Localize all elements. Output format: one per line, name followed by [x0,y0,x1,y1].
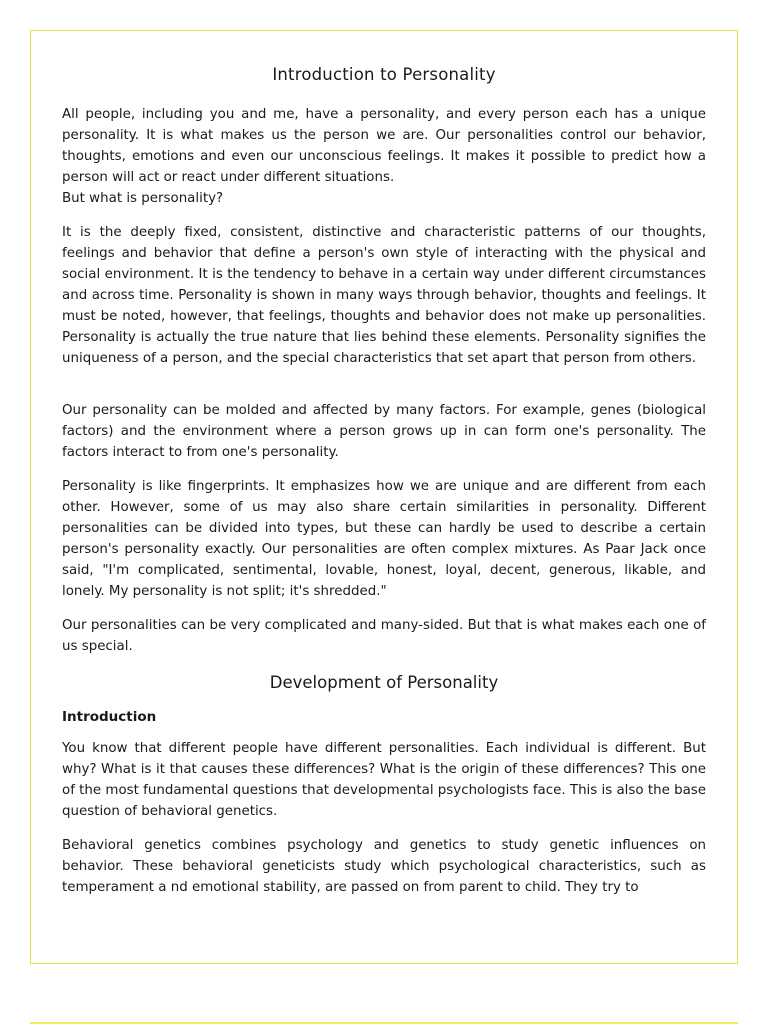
intro-paragraph-4: Personality is like fingerprints. It emphasizes how we are unique and are different from each other. However, some of us may also share certain similarities in personality. Different personalities can be divided into types, but these can hardly be used to describe a certain person's personality exactly. Our personalities are often complex mixtures. As Paar Jack once said, "I'm complicated, sentimental, lovable, honest, loyal, decent, generous, likable, and lonely. My personality is not split; it's shredded." [62,479,706,599]
development-paragraph-2: Behavioral genetics combines psychology and genetics to study genetic influences on behavior. These behavioral geneticists study which psychological characteristics, such as temperament a nd emotional stability, are passed on from parent to child. They try to [62,838,706,895]
development-paragraph-1: You know that different people have different personalities. Each individual is different. But why? What is it that causes these differences? What is the origin of these differences? This one of the most fundamental questions that developmental psychologists face. This is also the base question of behavioral genetics. [62,741,706,819]
intro-paragraph-1: All people, including you and me, have a personality, and every person each has a unique personality. It is what makes us the person we are. Our personalities control our behavior, thoughts, emotions and even our unconscious feelings. It makes it possible to predict how a person will act or react under different situations. [62,107,706,185]
intro-paragraph-3: Our personality can be molded and affected by many factors. For example, genes (biological factors) and the environment where a person grows up in can form one's personality. The factors interact to from one's personality. [62,403,706,460]
intro-question: But what is personality? [62,191,224,206]
section-title-development: Development of Personality [269,673,499,692]
subheading-introduction: Introduction [62,709,157,725]
document-body [62,62,706,911]
intro-paragraph-2: It is the deeply fixed, consistent, distinctive and characteristic patterns of our thoughts, feelings and behavior that define a person's own style of interacting with the physical and social environment. It is the tendency to behave in a certain way under different circumstances and across time. Personality is shown in many ways through behavior, thoughts and feelings. It must be noted, however, that feelings, thoughts and behavior does not make up personalities. Personality is actually the true nature that lies behind these elements. Personality signifies the uniqueness of a person, and the special characteristics that set apart that person from others. [62,225,706,366]
page-title: Introduction to Personality [272,65,496,84]
intro-paragraph-5: Our personalities can be very complicated and many-sided. But that is what makes each one of us special. [62,618,706,654]
